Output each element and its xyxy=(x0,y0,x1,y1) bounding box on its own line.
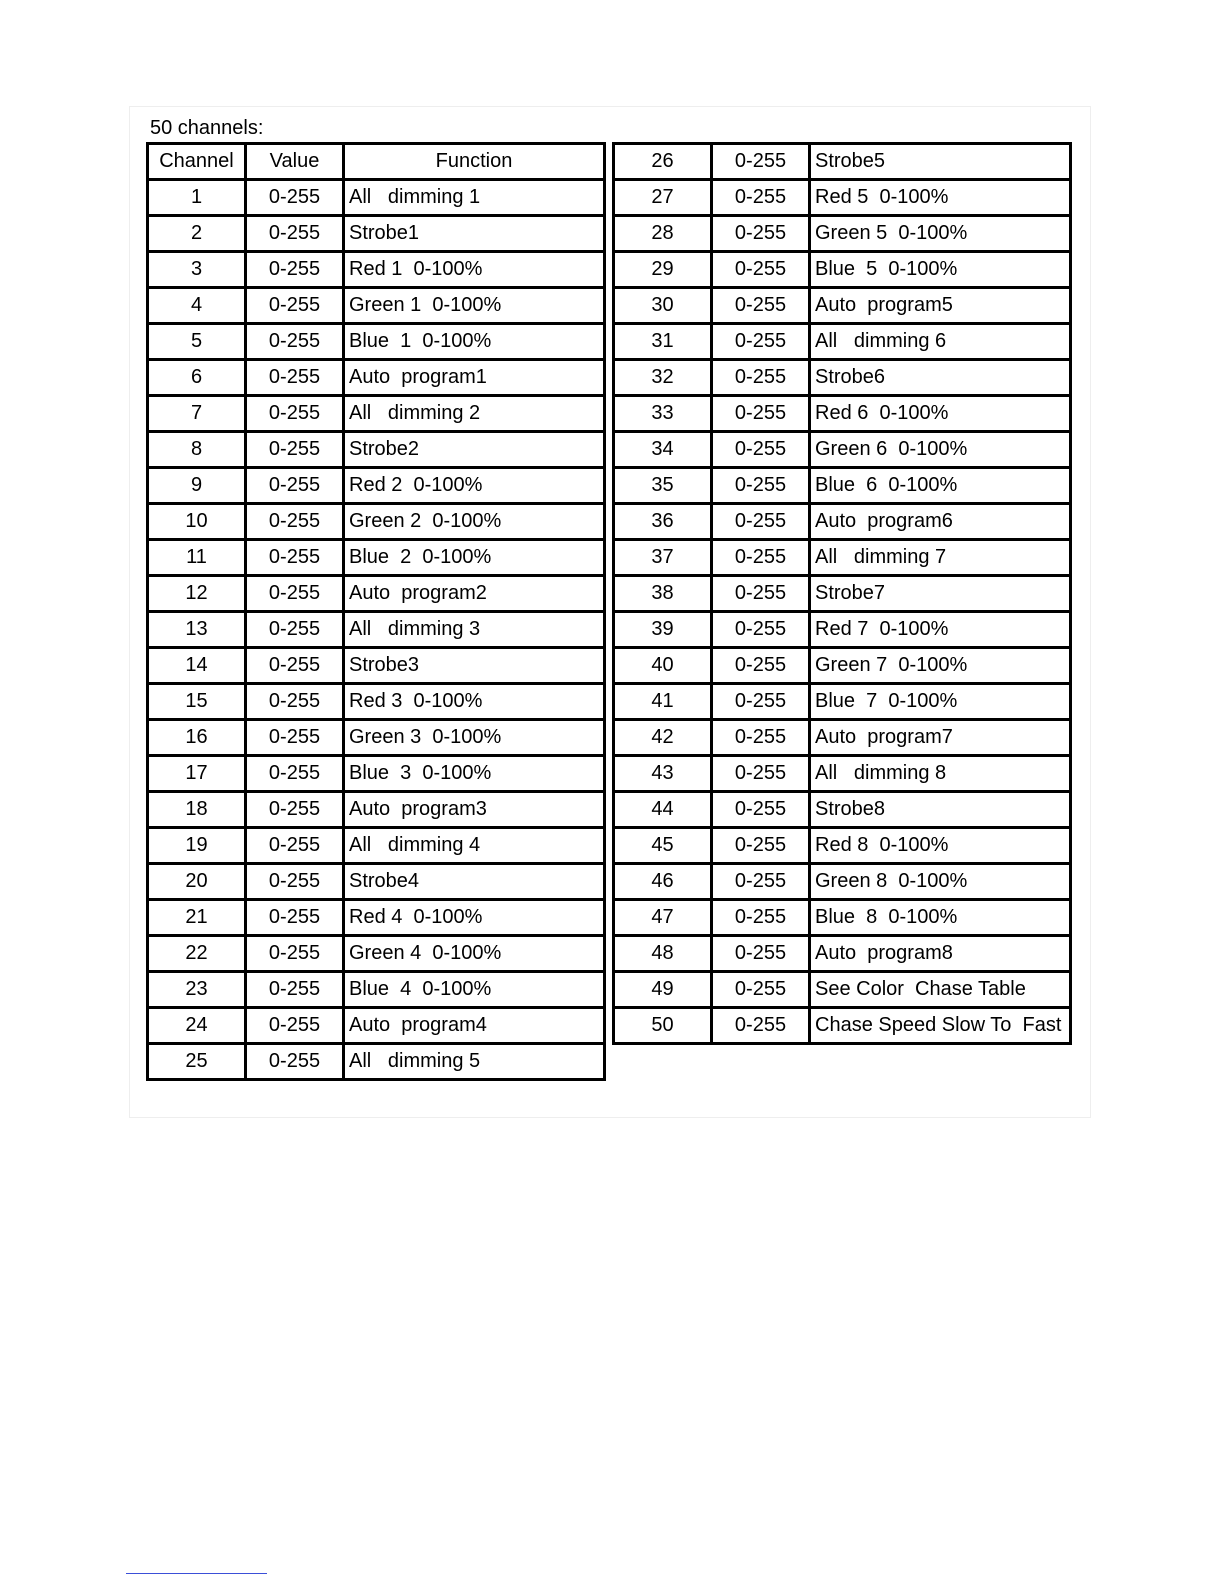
channel-number: 40 xyxy=(614,648,712,684)
channel-function: Strobe4 xyxy=(344,864,605,900)
channel-function: Green 4 0-100% xyxy=(344,936,605,972)
channel-number: 2 xyxy=(148,216,246,252)
channel-function: All dimming 4 xyxy=(344,828,605,864)
table-row xyxy=(614,468,1071,504)
table-row xyxy=(614,504,1071,540)
channel-number: 36 xyxy=(614,504,712,540)
channel-value-range: 0-255 xyxy=(712,468,810,504)
channel-function: Red 4 0-100% xyxy=(344,900,605,936)
table-row xyxy=(614,540,1071,576)
channel-value-range: 0-255 xyxy=(712,324,810,360)
table-row xyxy=(148,360,605,396)
channel-value-range: 0-255 xyxy=(246,432,344,468)
header-channel: Channel xyxy=(148,144,246,180)
channel-number: 46 xyxy=(614,864,712,900)
table-row xyxy=(148,648,605,684)
channel-function: Auto program4 xyxy=(344,1008,605,1044)
channel-function: Blue 1 0-100% xyxy=(344,324,605,360)
channel-number: 9 xyxy=(148,468,246,504)
footer-rule xyxy=(126,1573,267,1574)
channel-value-range: 0-255 xyxy=(712,216,810,252)
table-row xyxy=(148,936,605,972)
channel-number: 10 xyxy=(148,504,246,540)
channel-function: Blue 2 0-100% xyxy=(344,540,605,576)
channel-function: All dimming 8 xyxy=(810,756,1071,792)
channel-number: 33 xyxy=(614,396,712,432)
channel-number: 27 xyxy=(614,180,712,216)
channel-number: 12 xyxy=(148,576,246,612)
channel-function: Blue 4 0-100% xyxy=(344,972,605,1008)
table-row xyxy=(614,936,1071,972)
channel-value-range: 0-255 xyxy=(712,972,810,1008)
channel-number: 32 xyxy=(614,360,712,396)
table-row xyxy=(148,468,605,504)
channel-function: All dimming 1 xyxy=(344,180,605,216)
table-row xyxy=(148,684,605,720)
header-function: Function xyxy=(344,144,605,180)
channel-value-range: 0-255 xyxy=(712,540,810,576)
channel-number: 42 xyxy=(614,720,712,756)
channel-function: Auto program7 xyxy=(810,720,1071,756)
channel-number: 47 xyxy=(614,900,712,936)
channel-value-range: 0-255 xyxy=(712,756,810,792)
channel-value-range: 0-255 xyxy=(712,360,810,396)
channel-number: 11 xyxy=(148,540,246,576)
channel-number: 49 xyxy=(614,972,712,1008)
channel-function: Blue 6 0-100% xyxy=(810,468,1071,504)
channel-value-range: 0-255 xyxy=(712,576,810,612)
channel-value-range: 0-255 xyxy=(246,1008,344,1044)
table-row xyxy=(614,792,1071,828)
channel-function: Auto program2 xyxy=(344,576,605,612)
table-row xyxy=(148,180,605,216)
channel-number: 44 xyxy=(614,792,712,828)
channel-function: Strobe2 xyxy=(344,432,605,468)
channel-function: Blue 7 0-100% xyxy=(810,684,1071,720)
channel-number: 3 xyxy=(148,252,246,288)
table-row xyxy=(148,324,605,360)
channel-value-range: 0-255 xyxy=(246,756,344,792)
channel-number: 35 xyxy=(614,468,712,504)
channel-value-range: 0-255 xyxy=(246,864,344,900)
table-row xyxy=(148,1008,605,1044)
channel-value-range: 0-255 xyxy=(712,936,810,972)
channel-number: 1 xyxy=(148,180,246,216)
table-row xyxy=(614,828,1071,864)
channel-function: Green 8 0-100% xyxy=(810,864,1071,900)
channel-number: 34 xyxy=(614,432,712,468)
channel-number: 8 xyxy=(148,432,246,468)
channel-number: 21 xyxy=(148,900,246,936)
channel-value-range: 0-255 xyxy=(712,648,810,684)
channel-function: Auto program3 xyxy=(344,792,605,828)
header-row xyxy=(148,144,605,180)
channel-value-range: 0-255 xyxy=(246,288,344,324)
channel-number: 13 xyxy=(148,612,246,648)
channel-number: 25 xyxy=(148,1044,246,1080)
channel-function: Red 1 0-100% xyxy=(344,252,605,288)
table-row xyxy=(148,504,605,540)
channel-function: Red 7 0-100% xyxy=(810,612,1071,648)
channel-value-range: 0-255 xyxy=(712,1008,810,1044)
channel-number: 45 xyxy=(614,828,712,864)
channel-function: All dimming 2 xyxy=(344,396,605,432)
table-row xyxy=(614,180,1071,216)
channel-function: Green 7 0-100% xyxy=(810,648,1071,684)
channel-function: Green 5 0-100% xyxy=(810,216,1071,252)
table-row xyxy=(148,792,605,828)
channel-function: Strobe8 xyxy=(810,792,1071,828)
channel-value-range: 0-255 xyxy=(246,324,344,360)
channel-number: 37 xyxy=(614,540,712,576)
table-row xyxy=(148,972,605,1008)
channel-number: 19 xyxy=(148,828,246,864)
channel-number: 24 xyxy=(148,1008,246,1044)
channel-function: Auto program5 xyxy=(810,288,1071,324)
channel-function: Red 8 0-100% xyxy=(810,828,1071,864)
channel-number: 30 xyxy=(614,288,712,324)
table-row xyxy=(614,288,1071,324)
channel-value-range: 0-255 xyxy=(246,252,344,288)
channel-function: Red 3 0-100% xyxy=(344,684,605,720)
channel-table-right xyxy=(612,142,1072,1045)
channel-value-range: 0-255 xyxy=(712,720,810,756)
table-row xyxy=(614,864,1071,900)
channel-value-range: 0-255 xyxy=(712,612,810,648)
table-row xyxy=(614,360,1071,396)
channel-number: 41 xyxy=(614,684,712,720)
table-row xyxy=(148,288,605,324)
channel-number: 26 xyxy=(614,144,712,180)
channel-function: Green 3 0-100% xyxy=(344,720,605,756)
table-row xyxy=(614,432,1071,468)
table-row xyxy=(614,612,1071,648)
channel-value-range: 0-255 xyxy=(712,792,810,828)
table-row xyxy=(148,828,605,864)
channel-number: 20 xyxy=(148,864,246,900)
table-row xyxy=(614,216,1071,252)
channel-value-range: 0-255 xyxy=(712,900,810,936)
table-row xyxy=(148,432,605,468)
channel-number: 43 xyxy=(614,756,712,792)
channel-function: All dimming 6 xyxy=(810,324,1071,360)
channel-value-range: 0-255 xyxy=(246,360,344,396)
channel-number: 22 xyxy=(148,936,246,972)
channel-function: All dimming 5 xyxy=(344,1044,605,1080)
table-row xyxy=(614,1008,1071,1044)
channel-function: Red 2 0-100% xyxy=(344,468,605,504)
channel-function: Red 6 0-100% xyxy=(810,396,1071,432)
table-row xyxy=(614,972,1071,1008)
channel-number: 29 xyxy=(614,252,712,288)
channel-number: 23 xyxy=(148,972,246,1008)
channel-function: Blue 5 0-100% xyxy=(810,252,1071,288)
table-row xyxy=(614,720,1071,756)
channel-function: Strobe5 xyxy=(810,144,1071,180)
channel-value-range: 0-255 xyxy=(712,828,810,864)
channel-function: Strobe7 xyxy=(810,576,1071,612)
channel-number: 4 xyxy=(148,288,246,324)
channel-number: 6 xyxy=(148,360,246,396)
channel-value-range: 0-255 xyxy=(246,180,344,216)
channel-number: 38 xyxy=(614,576,712,612)
channel-function: Strobe3 xyxy=(344,648,605,684)
table-row xyxy=(614,144,1071,180)
table-row xyxy=(148,1044,605,1080)
channel-function: Red 5 0-100% xyxy=(810,180,1071,216)
channel-value-range: 0-255 xyxy=(246,684,344,720)
channel-number: 28 xyxy=(614,216,712,252)
channel-rows-right xyxy=(614,144,1071,1044)
table-row xyxy=(148,864,605,900)
table-row xyxy=(148,252,605,288)
channel-function: Auto program8 xyxy=(810,936,1071,972)
channel-function: Auto program1 xyxy=(344,360,605,396)
channel-value-range: 0-255 xyxy=(246,936,344,972)
channel-number: 17 xyxy=(148,756,246,792)
channel-number: 14 xyxy=(148,648,246,684)
channel-value-range: 0-255 xyxy=(712,288,810,324)
section-title: 50 channels: xyxy=(150,117,264,139)
channel-value-range: 0-255 xyxy=(712,864,810,900)
channel-number: 39 xyxy=(614,612,712,648)
channel-value-range: 0-255 xyxy=(246,792,344,828)
channel-function: Strobe1 xyxy=(344,216,605,252)
channel-function: Strobe6 xyxy=(810,360,1071,396)
channel-function: All dimming 3 xyxy=(344,612,605,648)
table-row xyxy=(148,396,605,432)
table-row xyxy=(148,612,605,648)
channel-value-range: 0-255 xyxy=(246,504,344,540)
channel-function: See Color Chase Table xyxy=(810,972,1071,1008)
channel-number: 31 xyxy=(614,324,712,360)
channel-value-range: 0-255 xyxy=(712,432,810,468)
channel-function: Auto program6 xyxy=(810,504,1071,540)
table-row xyxy=(148,900,605,936)
table-row xyxy=(614,756,1071,792)
channel-value-range: 0-255 xyxy=(246,612,344,648)
channel-number: 50 xyxy=(614,1008,712,1044)
table-row xyxy=(148,720,605,756)
channel-rows-left xyxy=(148,180,605,1080)
channel-function: Green 1 0-100% xyxy=(344,288,605,324)
channel-value-range: 0-255 xyxy=(246,648,344,684)
channel-value-range: 0-255 xyxy=(712,504,810,540)
channel-number: 16 xyxy=(148,720,246,756)
table-row xyxy=(614,684,1071,720)
table-row xyxy=(148,216,605,252)
channel-value-range: 0-255 xyxy=(246,828,344,864)
table-row xyxy=(148,540,605,576)
channel-value-range: 0-255 xyxy=(246,720,344,756)
channel-number: 48 xyxy=(614,936,712,972)
channel-value-range: 0-255 xyxy=(246,540,344,576)
table-row xyxy=(148,756,605,792)
channel-function: Chase Speed Slow To Fast xyxy=(810,1008,1071,1044)
channel-function: Green 6 0-100% xyxy=(810,432,1071,468)
table-row xyxy=(614,324,1071,360)
channel-value-range: 0-255 xyxy=(246,1044,344,1080)
channel-number: 15 xyxy=(148,684,246,720)
channel-value-range: 0-255 xyxy=(712,684,810,720)
channel-value-range: 0-255 xyxy=(246,396,344,432)
channel-number: 7 xyxy=(148,396,246,432)
channel-value-range: 0-255 xyxy=(712,180,810,216)
table-row xyxy=(614,576,1071,612)
channel-value-range: 0-255 xyxy=(712,252,810,288)
table-row xyxy=(614,252,1071,288)
channel-table-left xyxy=(146,142,606,1081)
channel-value-range: 0-255 xyxy=(712,144,810,180)
header-value: Value xyxy=(246,144,344,180)
channel-value-range: 0-255 xyxy=(246,972,344,1008)
channel-value-range: 0-255 xyxy=(246,468,344,504)
channel-number: 5 xyxy=(148,324,246,360)
table-row xyxy=(614,900,1071,936)
channel-value-range: 0-255 xyxy=(246,900,344,936)
channel-value-range: 0-255 xyxy=(246,216,344,252)
channel-value-range: 0-255 xyxy=(712,396,810,432)
channel-number: 18 xyxy=(148,792,246,828)
table-row xyxy=(148,576,605,612)
channel-function: Blue 8 0-100% xyxy=(810,900,1071,936)
channel-value-range: 0-255 xyxy=(246,576,344,612)
channel-function: All dimming 7 xyxy=(810,540,1071,576)
channel-function: Green 2 0-100% xyxy=(344,504,605,540)
table-row xyxy=(614,396,1071,432)
table-row xyxy=(614,648,1071,684)
channel-function: Blue 3 0-100% xyxy=(344,756,605,792)
